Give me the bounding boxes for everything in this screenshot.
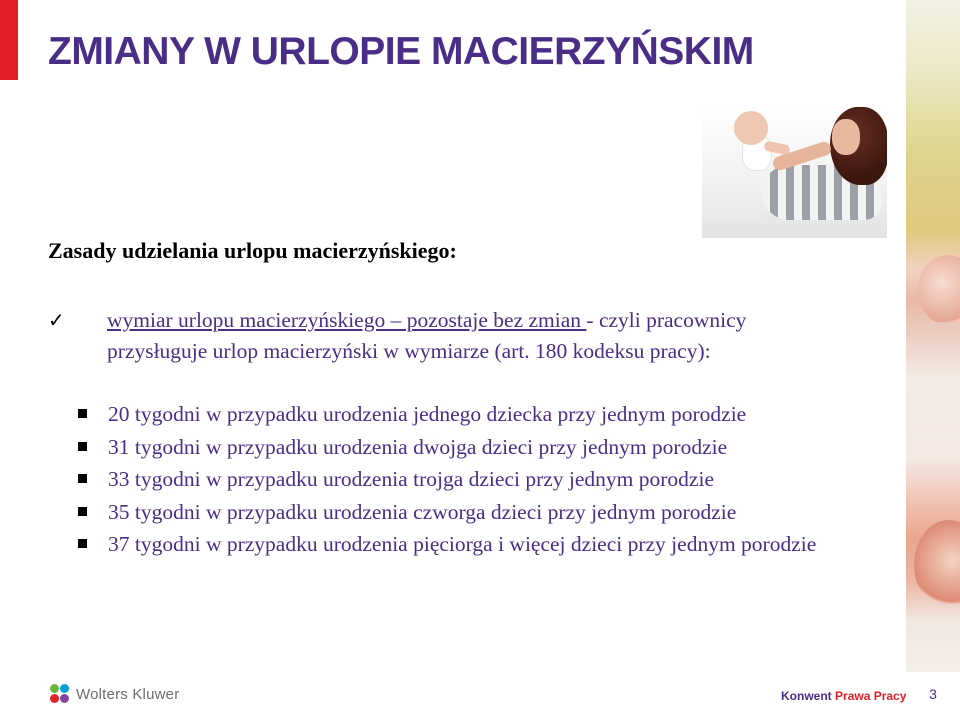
list-item: 35 tygodni w przypadku urodzenia czworga dzieci przy jednym porodzie: [74, 496, 906, 529]
square-bullet-icon: [78, 409, 87, 418]
mother-baby-photo: [702, 105, 887, 238]
check-item-text: - czyli pracownicy: [586, 308, 747, 332]
accent-bar: [0, 0, 18, 80]
page-number: 3: [929, 686, 937, 702]
list-item: 33 tygodni w przypadku urodzenia trojga dzieci przy jednym porodzie: [74, 463, 906, 496]
logo-text: Wolters Kluwer: [76, 685, 180, 703]
konwent-brand: Konwent Prawa Pracy: [781, 689, 907, 703]
check-icon: ✓: [48, 308, 65, 332]
square-bullet-icon: [78, 474, 87, 483]
square-bullet-icon: [78, 442, 87, 451]
section-subheading: Zasady udzielania urlopu macierzyńskiego:: [48, 238, 457, 263]
decorative-background-strip: [906, 0, 960, 720]
slide-title: ZMIANY W URLOPIE MACIERZYŃSKIM: [48, 30, 754, 73]
check-item-underlined-text: wymiar urlopu macierzyńskiego – pozostaje bez zmian: [107, 308, 587, 332]
wolters-kluwer-logo-icon: [50, 684, 70, 704]
square-bullet-icon: [78, 507, 87, 516]
bullet-list: [74, 398, 906, 561]
wolters-kluwer-logo: [50, 684, 179, 704]
list-item: 20 tygodni w przypadku urodzenia jednego dziecka przy jednym porodzie: [74, 398, 906, 431]
list-item: 31 tygodni w przypadku urodzenia dwojga dzieci przy jednym porodzie: [74, 431, 906, 464]
list-item: 37 tygodni w przypadku urodzenia pięciorga i więcej dzieci przy jednym porodzie: [74, 528, 906, 561]
check-item-line2: przysługuje urlop macierzyński w wymiarze (art. 180 kodeksu pracy):: [107, 339, 711, 363]
check-list-item: [48, 305, 906, 367]
square-bullet-icon: [78, 539, 87, 548]
